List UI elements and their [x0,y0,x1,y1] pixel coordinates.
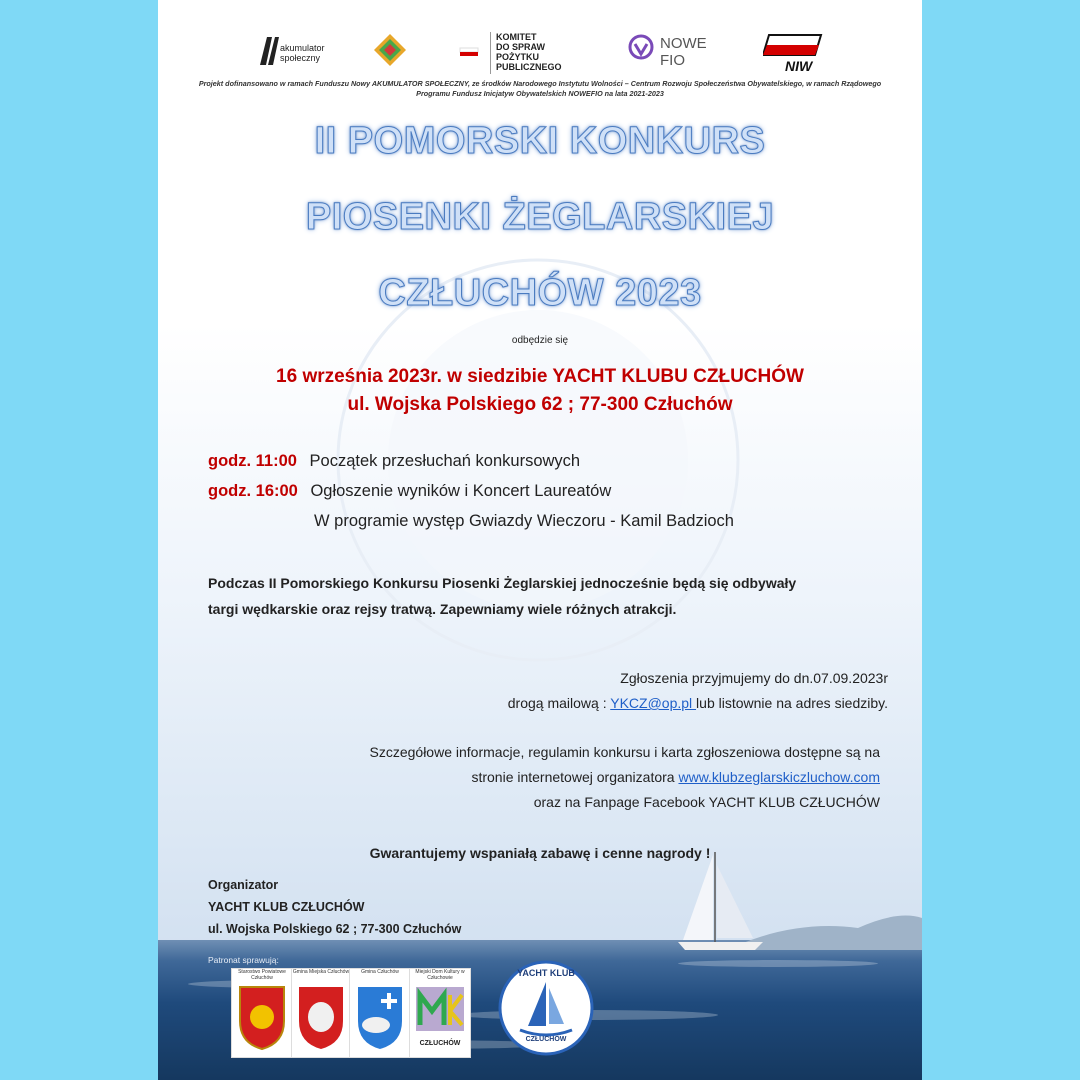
info-line-3: oraz na Fanpage Facebook YACHT KLUB CZŁUCHÓW [533,794,880,810]
club-logo-bottom-text: CZŁUCHÓW [525,1036,567,1043]
lamb-crest-icon [350,981,410,1053]
description [208,570,888,622]
title-line-1: II POMORSKI KONKURS [314,120,766,162]
mdk-logo-icon [410,981,470,1041]
title-line-2: PIOSENKI ŻEGLARSKIEJ [305,196,775,238]
organizer-name: YACHT KLUB CZŁUCHÓW [208,900,365,914]
patronage-label: Patronat sprawują: [208,955,279,965]
event-address: ul. Wojska Polskiego 62 ; 77-300 Człuchów [347,394,733,415]
crest-caption: Gmina Miejska Człuchów [292,969,350,975]
description-line-1: Podczas II Pomorskiego Konkursu Piosenki Żeglarskiej jednocześnie będą się odbywały [208,575,797,591]
website-link[interactable]: www.klubzeglarskiczluchow.com [678,769,880,785]
crest-caption: Gmina Człuchów [361,969,399,975]
title-line-3: CZŁUCHÓW 2023 [378,272,702,314]
club-logo-top-text: YACHT KLUB [517,968,575,978]
coat-of-arms-icon [232,981,292,1053]
organizer-label: Organizator [208,878,279,892]
mdk-logo-text: CZŁUCHÓW [419,1040,461,1047]
registration-pre: drogą mailową : [507,695,611,711]
crest-mdk [409,968,471,1058]
diamond-logo-icon [373,33,407,67]
schedule-time: godz. 16:00 [208,482,298,500]
info-line-2 [218,765,880,790]
eagle-icon [458,42,480,62]
schedule-time: godz. 11:00 [208,452,297,470]
niw-flag-icon [763,33,823,57]
niw-label: NIW [785,58,813,74]
registration [258,666,888,716]
akumulator-label-2: społeczny [280,53,321,63]
info-pre: stronie internetowej organizatora [471,769,679,785]
event-date: 16 września 2023r. w siedzibie YACHT KLUBU CZŁUCHÓW [276,366,804,387]
organizer-address: ul. Wojska Polskiego 62 ; 77-300 Człuchów [208,922,462,936]
schedule-row [208,452,580,471]
schedule-row [208,482,611,501]
registration-line-2 [258,691,888,716]
komitet-label-3: POŻYTKU [496,52,540,62]
nowe-fio-label-1: NOWE [660,35,707,52]
niw-logo [763,33,823,73]
schedule-desc: Początek przesłuchań konkursowych [309,452,581,470]
registration-line-1: Zgłoszenia przyjmujemy do dn.07.09.2023r [620,670,888,686]
schedule-extra: W programie występ Gwiazdy Wieczoru - Kamil Badzioch [314,512,734,530]
akumulator-logo [258,35,325,67]
akumulator-label-1: akumulator [280,43,325,53]
registration-post: lub listownie na adres siedziby. [696,695,888,711]
sponsor-logos [158,30,922,80]
schedule-desc: Ogłoszenie wyników i Koncert Laureatów [310,482,612,500]
yacht-club-logo [498,960,594,1056]
komitet-label-2: DO SPRAW [496,42,546,52]
info-line-1: Szczegółowe informacje, regulamin konkursu i karta zgłoszeniowa dostępne są na [369,744,880,760]
bull-crest-icon [292,981,350,1053]
akumulator-icon [258,35,280,67]
crest-gmina [349,968,411,1058]
email-link[interactable]: YKCZ@op.pl [610,695,697,711]
crest-gmina-miejska [291,968,351,1058]
crest-caption: Miejski Dom Kultury w Człuchowie [415,969,465,981]
description-line-2: targi wędkarskie oraz rejsy tratwą. Zapewniamy wiele różnych atrakcji. [208,601,677,617]
sailboat-icon [673,850,773,960]
crest-starostwo [231,968,293,1058]
guarantee: Gwarantujemy wspaniałą zabawę i cenne nagrody ! [369,845,711,861]
nowe-fio-label-2: FIO [660,52,685,69]
komitet-label-4: PUBLICZNEGO [496,62,562,72]
funding-note: Projekt dofinansowano w ramach Funduszu Nowy AKUMULATOR SPOŁECZNY, ze środków Narodowego Instytutu Wolności – Centrum Rozwoju Społeczeństwa Obywatelskiego, w ramach Rządowego Programu Fundusz Inicjatyw Obywatelskich NOWEFIO na lata 2021-2023 [198,79,882,98]
komitet-label-1: KOMITET [496,32,537,42]
info [218,740,880,815]
organizer [208,874,461,940]
crest-caption: Starostwo Powiatowe Człuchów [238,969,286,981]
fio-icon [628,34,654,68]
poster [158,0,922,1080]
subtitle: odbędzie się [511,335,569,346]
